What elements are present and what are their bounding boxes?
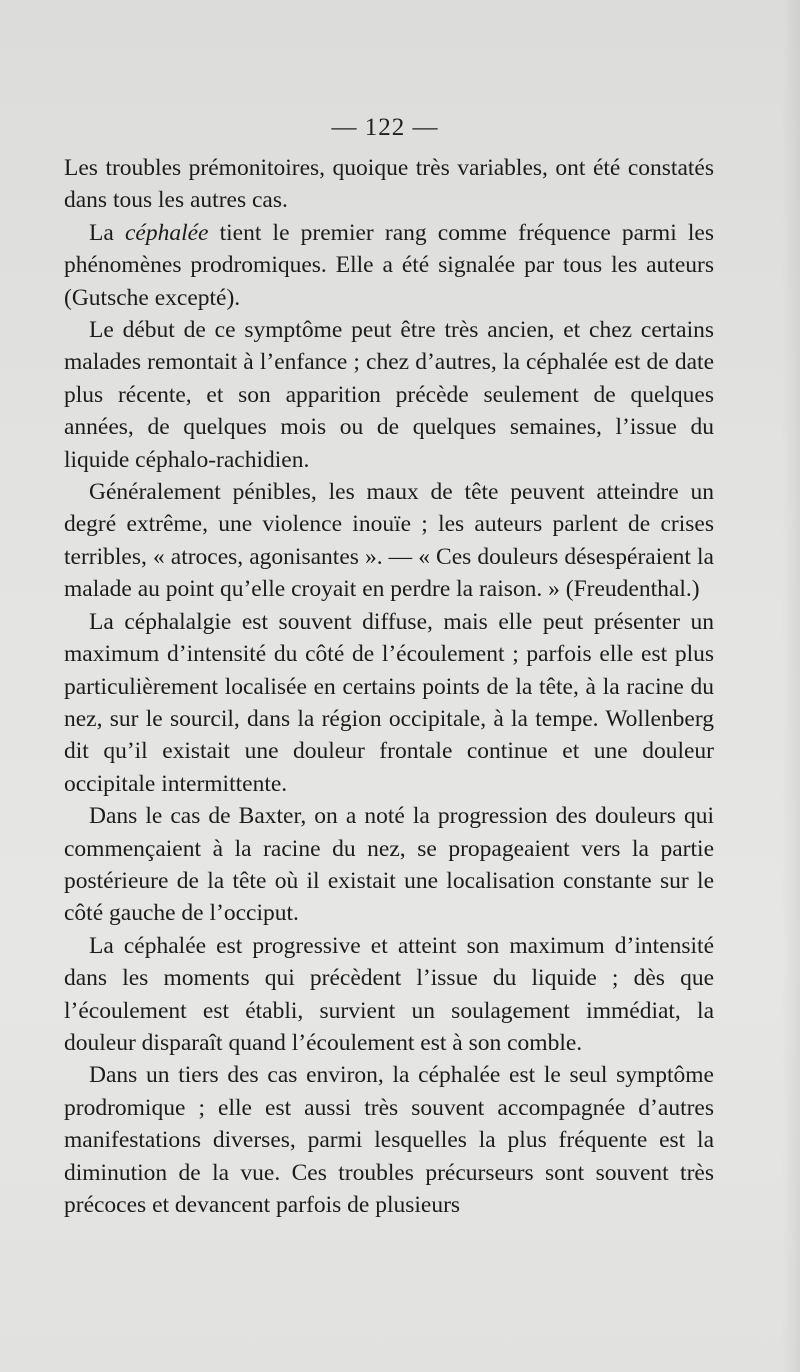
paragraph-progression: La céphalée est progressive et atteint son maximum d’intensité dans les moments qui précèdent l’issue du liquide ; dès que l’écoulement est établi, survient un soulagement immédiat, la douleur disparaît quand l’écoulement est à son comble.	[64, 932, 714, 1056]
paragraph-continuation: Les troubles prémonitoires, quoique très variables, ont été constatés dans tous les autres cas.	[64, 155, 714, 214]
paragraph-prefix: La	[89, 219, 125, 246]
scan-shadow-edge	[782, 0, 800, 1372]
body-text	[64, 152, 714, 1221]
paragraph-onset: Le début de ce symptôme peut être très ancien, et chez certains malades remontait à l’enfance ; chez d’autres, la céphalée est de date plus récente, et son apparition précède seulement de quelques années, de quelques mois ou de quelques semaines, l’issue du liquide céphalo-rachidien.	[64, 317, 714, 473]
paragraph-severity: Généralement pénibles, les maux de tête peuvent atteindre un degré extrême, une violence inouïe ; les auteurs parlent de crises terribles, « atroces, agonisantes ». — « Ces douleurs désespéraient la malade au point qu’elle croyait en perdre la raison. » (Freudenthal.)	[64, 479, 714, 603]
paragraph-localisation: La céphalalgie est souvent diffuse, mais elle peut présenter un maximum d’intensité du côté de l’écoulement ; parfois elle est plus particulièrement localisée en certains points de la tête, à la racine du nez, sur le sourcil, dans la région occipitale, à la tempe. Wollenberg dit qu’il existait une douleur frontale continue et une douleur occipitale intermittente.	[64, 608, 714, 797]
emphasis-cephalee: céphalée	[124, 219, 209, 246]
paragraph-baxter-case: Dans le cas de Baxter, on a noté la progression des douleurs qui commençaient à la racine du nez, se propageaient vers la partie postérieure de la tête où il existait une localisation constante sur le côté gauche de l’occiput.	[64, 803, 714, 927]
page-number: — 122 —	[331, 114, 439, 141]
paragraph-associated-symptoms: Dans un tiers des cas environ, la céphalée est le seul symptôme prodromique ; elle est aussi très souvent accompagnée d’autres manifestations diverses, parmi lesquelles la plus fréquente est la diminution de la vue. Ces troubles précurseurs sont souvent très précoces et devancent parfois de plusieurs	[64, 1062, 714, 1218]
paragraph-cephalee-intro	[64, 217, 714, 314]
paragraph-rest: tient le premier rang comme fréquence parmi les phénomènes prodromiques. Elle a été signalée par tous les auteurs (Gutsche excepté).	[64, 219, 714, 311]
